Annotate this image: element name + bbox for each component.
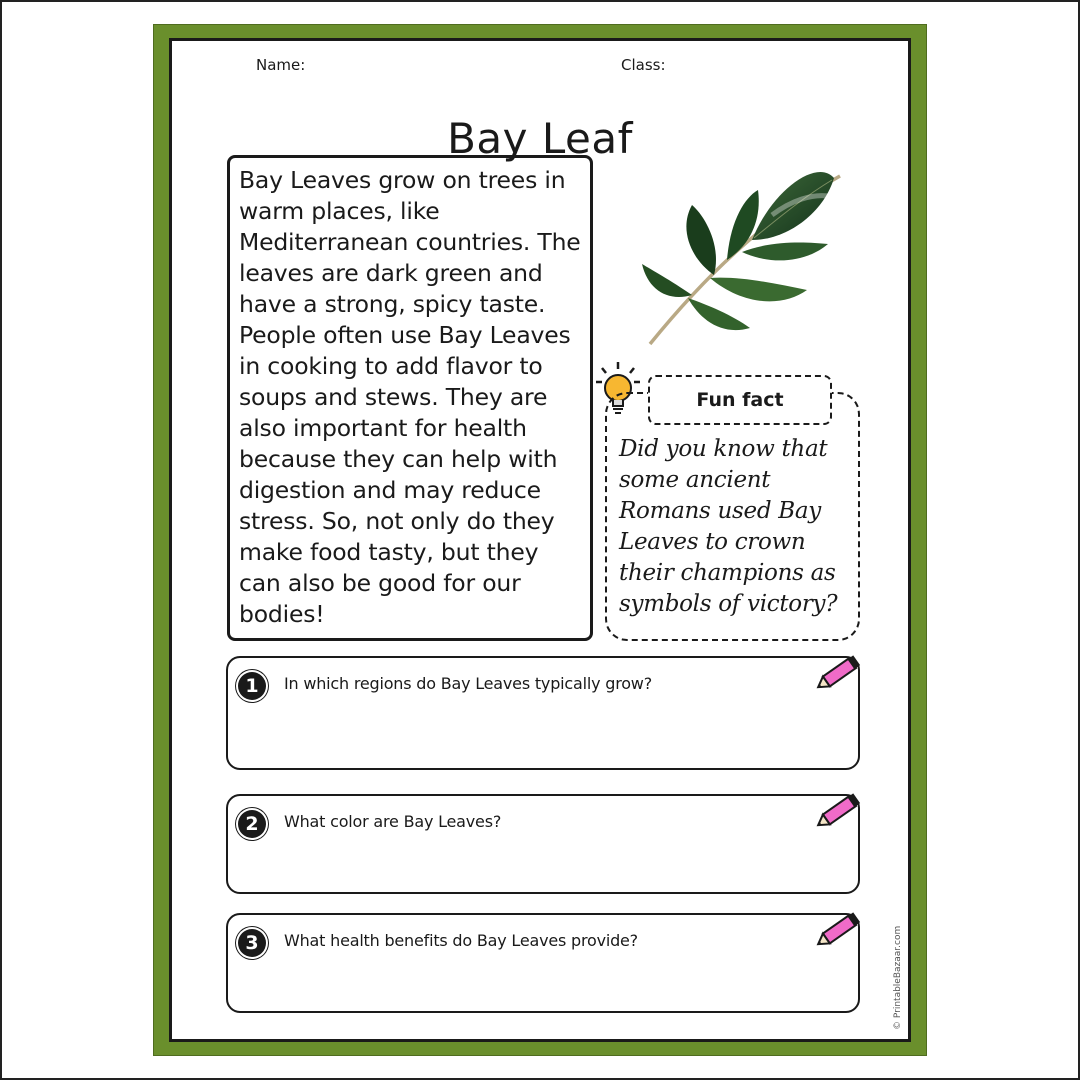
question-3-box[interactable] <box>226 913 860 1013</box>
class-label: Class: <box>621 56 666 74</box>
copyright-text: © PrintableBazaar.com <box>893 925 903 1030</box>
worksheet-title: Bay Leaf <box>447 114 633 164</box>
question-2-box[interactable] <box>226 794 860 894</box>
question-number-3: 3 <box>236 927 268 959</box>
name-label: Name: <box>256 56 306 74</box>
reading-passage-text: Bay Leaves grow on trees in warm places, like Mediterranean countries. The leaves are dark green and have a strong, spicy taste. People often use Bay Leaves in cooking to add flavor to soups and stews. They are also important for health because they can help with digestion and may reduce stress. So, not only do they make food tasty, but they can also be good for our bodies! <box>239 166 581 628</box>
pencil-icon <box>810 650 864 698</box>
question-1-box[interactable] <box>226 656 860 770</box>
question-1-text: In which regions do Bay Leaves typically grow? <box>284 674 652 693</box>
question-number-1: 1 <box>236 670 268 702</box>
pencil-icon <box>810 788 864 836</box>
question-3-text: What health benefits do Bay Leaves provide? <box>284 931 638 950</box>
reading-passage-box <box>227 155 593 641</box>
pencil-icon <box>810 907 864 955</box>
bay-leaf-illustration <box>632 160 852 350</box>
fun-fact-text: Did you know that some ancient Romans used Bay Leaves to crown their champions as symbols of victory? <box>619 436 838 617</box>
fun-fact-heading: Fun fact <box>648 375 832 425</box>
question-number-2: 2 <box>236 808 268 840</box>
fun-fact-box <box>605 392 860 641</box>
question-2-text: What color are Bay Leaves? <box>284 812 502 831</box>
